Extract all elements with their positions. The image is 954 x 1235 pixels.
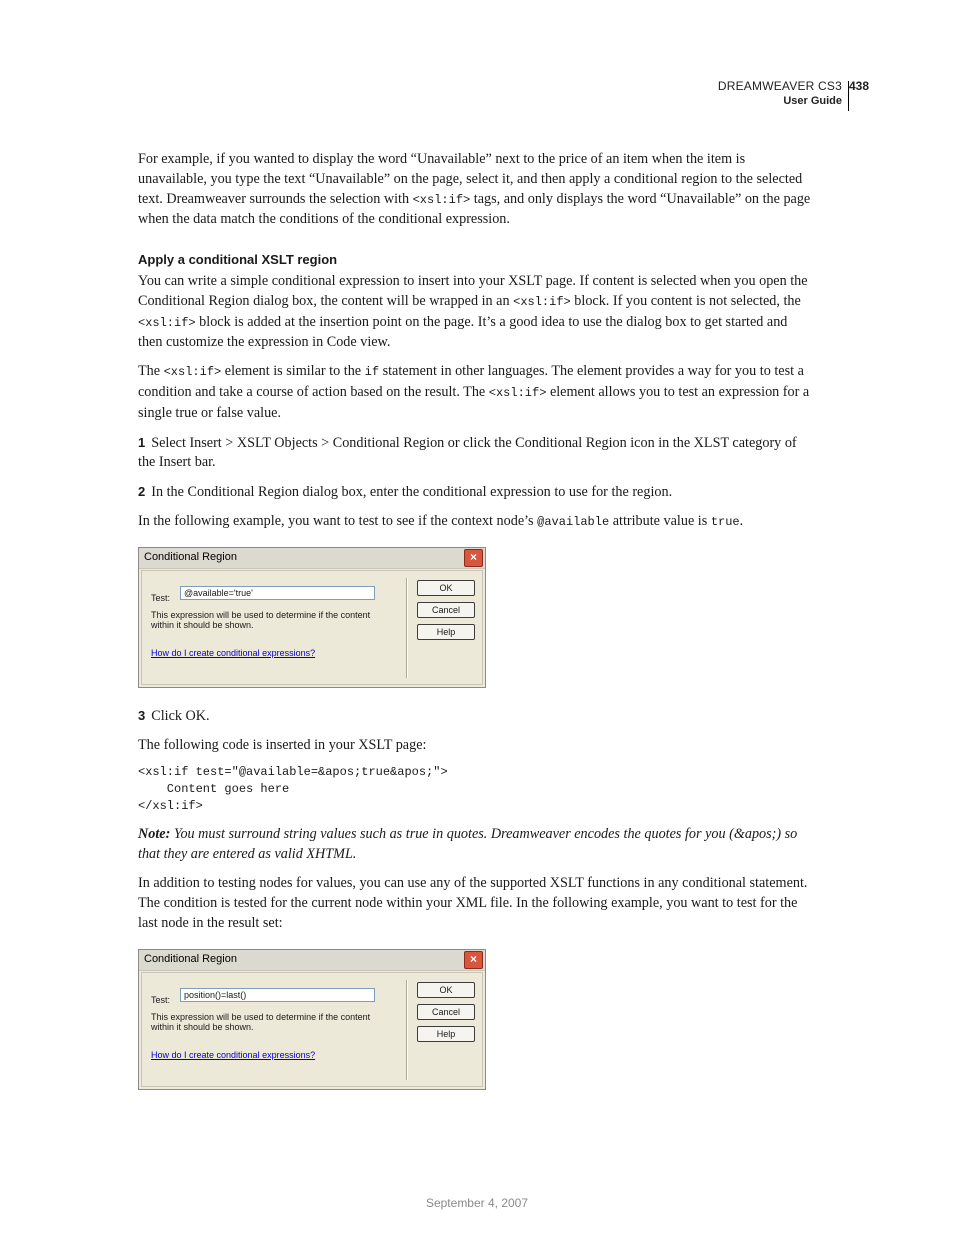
help-button[interactable]: Help: [417, 624, 475, 640]
text-run: block. If you content is not selected, the: [570, 292, 801, 309]
section-heading: Apply a conditional XSLT region: [138, 252, 338, 268]
dialog-description: This expression will be used to determine if the content within it should be shown.: [151, 1012, 371, 1033]
conditional-region-dialog: [138, 949, 486, 1090]
step-3: [138, 706, 814, 727]
text-run: block is added at the insertion point on the page. It’s a good idea to use the dialog box to get started and then customize the expression in Code view.: [138, 313, 788, 351]
text-run: statement in other languages. The element provides a way for you to test a condition and take a course of action based on the result. The: [138, 363, 804, 400]
help-button[interactable]: Help: [417, 1026, 475, 1042]
step-number: 1: [138, 434, 146, 450]
code-inline: <xsl:if>: [138, 315, 196, 330]
paragraph-2: [138, 362, 814, 423]
text-run: .: [739, 512, 744, 529]
conditional-region-dialog: [138, 547, 486, 688]
help-link[interactable]: How do I create conditional expressions?: [151, 647, 316, 658]
ok-button[interactable]: OK: [417, 982, 475, 998]
note: [138, 825, 814, 865]
code-inline: <xsl:if>: [488, 385, 547, 400]
running-header: [718, 79, 842, 109]
code-inline: <xsl:if>: [163, 365, 222, 380]
dialog-divider: [406, 578, 408, 678]
example-1-intro: [138, 512, 814, 533]
dialog-title: Conditional Region: [144, 550, 237, 563]
test-label: Test:: [151, 995, 171, 1006]
text-run: You can write a simple conditional expression to insert into your XSLT page. If content is selected when you open the Conditional Region dialog box, the content will be wrapped in an: [138, 272, 808, 309]
page-content: [138, 150, 814, 1090]
intro-paragraph: [138, 150, 814, 230]
step-text: Select Insert > XSLT Objects > Conditional Region or click the Conditional Region icon in the XLST category of the Insert bar.: [138, 434, 797, 471]
text-run: In the following example, you want to test to see if the context node’s: [138, 512, 538, 529]
step-1: [138, 433, 814, 474]
step-text: In the Conditional Region dialog box, enter the conditional expression to use for the region.: [151, 484, 673, 501]
dialog-divider: [406, 980, 408, 1080]
test-input[interactable]: @available='true': [180, 586, 375, 600]
code-inline: @available: [537, 514, 610, 529]
code-inline: true: [710, 514, 740, 529]
test-input[interactable]: position()=last(): [180, 988, 375, 1002]
test-label: Test:: [151, 592, 171, 603]
cancel-button[interactable]: Cancel: [417, 1004, 475, 1020]
dialog-titlebar: [139, 950, 485, 971]
ok-button[interactable]: OK: [417, 580, 475, 596]
text-run: attribute value is: [609, 512, 711, 529]
note-label: Note:: [138, 826, 171, 843]
dialog-description: This expression will be used to determine if the content within it should be shown.: [151, 609, 371, 630]
text-run: element allows you to test an expression for a single true or false value.: [138, 383, 810, 421]
code-inline: <xsl:if>: [412, 192, 471, 207]
guide-name: User Guide: [783, 95, 842, 107]
text-run: The: [138, 363, 164, 380]
close-button[interactable]: ×: [464, 951, 483, 969]
text-run: element is similar to the: [221, 363, 365, 380]
text-run: tags, and only displays the word “Unavailable” on the page when the data match the conditions of the conditional expression.: [138, 190, 811, 228]
text-run: For example, if you wanted to display the word “Unavailable” next to the price of an item when the item is unavailable, you type the text “Unavailable” on the page, select it, and then apply a conditional region to the selected text. Dreamweaver surrounds the selection with: [138, 151, 803, 207]
close-button[interactable]: ×: [464, 549, 483, 567]
help-link[interactable]: How do I create conditional expressions?: [151, 1050, 316, 1061]
product-name: DREAMWEAVER CS3: [717, 79, 842, 93]
code-sample: <xsl:if test="@available=&apos;true&apos;"> Content goes here </xsl:if>: [138, 765, 448, 814]
paragraph-3: In addition to testing nodes for values, you can use any of the supported XSLT functions in any conditional statement. The condition is tested for the current node within your XML file. In the following example, you want to test for the last node in the result set:: [138, 874, 808, 931]
dialog-title: Conditional Region: [144, 953, 237, 966]
code-inline: if: [364, 365, 380, 380]
step-2: [138, 482, 814, 503]
page-number: 438: [849, 79, 870, 93]
step-number: 3: [138, 707, 146, 723]
dialog-titlebar: [139, 548, 485, 569]
paragraph-1: [138, 272, 814, 353]
step-number: 2: [138, 484, 146, 500]
note-text: You must surround string values such as true in quotes. Dreamweaver encodes the quotes for you (&apos;) so that they are entered as valid XHTML.: [138, 826, 798, 863]
footer-date: September 4, 2007: [425, 1196, 529, 1210]
step-text: Click OK.: [151, 707, 210, 724]
code-inline: <xsl:if>: [513, 294, 571, 309]
cancel-button[interactable]: Cancel: [417, 602, 475, 618]
code-intro: The following code is inserted in your XSLT page:: [138, 736, 427, 753]
